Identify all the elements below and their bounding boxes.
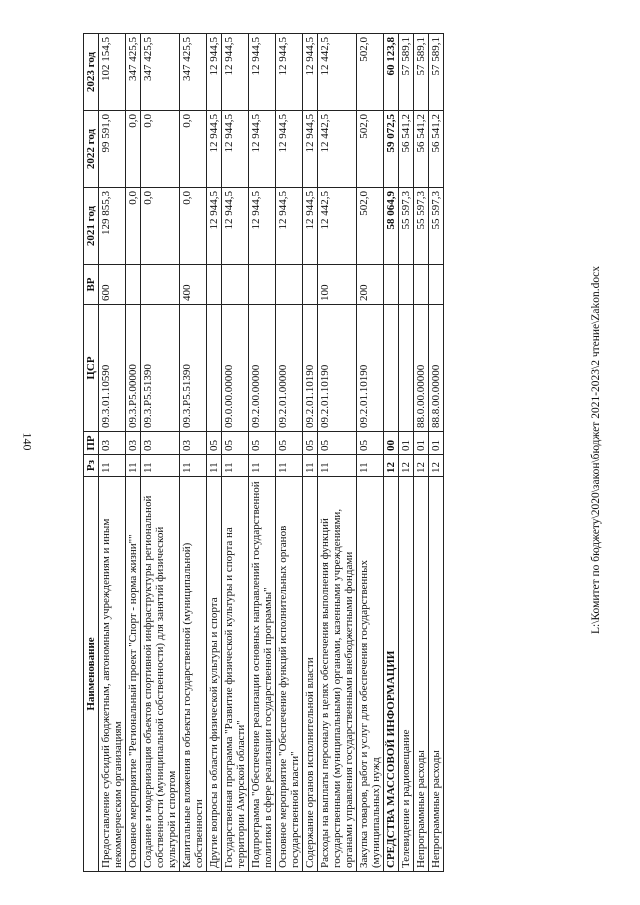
cell-rz: 11 xyxy=(276,455,303,477)
cell-pr: 05 xyxy=(276,432,303,455)
cell-vr xyxy=(249,265,276,305)
cell-pr: 05 xyxy=(318,432,357,455)
cell-2023: 12 442,5 xyxy=(318,34,357,111)
cell-2023: 57 589,1 xyxy=(414,34,429,111)
cell-2023: 347 425,5 xyxy=(141,34,180,111)
cell-2022: 0,0 xyxy=(126,111,141,188)
cell-pr: 05 xyxy=(357,432,384,455)
cell-csr: 09.2.01.00000 xyxy=(276,305,303,432)
header-csr: ЦСР xyxy=(84,305,99,432)
cell-name: Государственная программа "Развитие физической культуры и спорта на территории Амурской области" xyxy=(222,477,249,872)
cell-2021: 55 597,3 xyxy=(399,188,414,265)
cell-name: Содержание органов исполнительной власти xyxy=(303,477,318,872)
cell-vr xyxy=(141,265,180,305)
cell-rz: 11 xyxy=(141,455,180,477)
cell-pr: 01 xyxy=(399,432,414,455)
cell-csr: 09.0.00.00000 xyxy=(222,305,249,432)
table-row xyxy=(318,34,357,872)
cell-vr xyxy=(207,265,222,305)
table-row xyxy=(249,34,276,872)
cell-pr: 05 xyxy=(222,432,249,455)
table-row xyxy=(180,34,207,872)
table-row xyxy=(126,34,141,872)
cell-2023: 60 123,8 xyxy=(384,34,399,111)
cell-csr: 09.3.P5.51390 xyxy=(180,305,207,432)
cell-csr: 09.3.P5.51390 xyxy=(141,305,180,432)
cell-2021: 0,0 xyxy=(141,188,180,265)
cell-vr xyxy=(126,265,141,305)
cell-2021: 12 944,5 xyxy=(222,188,249,265)
cell-rz: 12 xyxy=(384,455,399,477)
cell-2022: 12 944,5 xyxy=(222,111,249,188)
cell-csr xyxy=(399,305,414,432)
cell-2022: 59 072,5 xyxy=(384,111,399,188)
header-2022: 2022 год xyxy=(84,111,99,188)
cell-vr xyxy=(303,265,318,305)
cell-2021: 55 597,3 xyxy=(429,188,444,265)
cell-rz: 11 xyxy=(222,455,249,477)
cell-2023: 347 425,5 xyxy=(180,34,207,111)
cell-name: СРЕДСТВА МАССОВОЙ ИНФОРМАЦИИ xyxy=(384,477,399,872)
cell-2022: 12 944,5 xyxy=(276,111,303,188)
cell-pr: 01 xyxy=(429,432,444,455)
header-rz: Рз xyxy=(84,455,99,477)
cell-vr xyxy=(429,265,444,305)
cell-2021: 12 944,5 xyxy=(207,188,222,265)
table-row xyxy=(414,34,429,872)
cell-2021: 12 442,5 xyxy=(318,188,357,265)
cell-csr: 09.2.01.10190 xyxy=(357,305,384,432)
cell-pr: 03 xyxy=(141,432,180,455)
cell-vr: 400 xyxy=(180,265,207,305)
cell-rz: 11 xyxy=(357,455,384,477)
cell-2021: 12 944,5 xyxy=(249,188,276,265)
cell-csr: 09.2.01.10190 xyxy=(318,305,357,432)
cell-vr xyxy=(399,265,414,305)
cell-pr: 05 xyxy=(303,432,318,455)
cell-2023: 12 944,5 xyxy=(249,34,276,111)
cell-vr xyxy=(222,265,249,305)
cell-name: Закупка товаров, работ и услуг для обеспечения государственных (муниципальных) нужд xyxy=(357,477,384,872)
cell-name: Капитальные вложения в объекты государственной (муниципальной) собственности xyxy=(180,477,207,872)
cell-2022: 99 591,0 xyxy=(99,111,126,188)
table-row xyxy=(222,34,249,872)
budget-table-container xyxy=(83,34,579,872)
cell-name: Основное мероприятие "Региональный проект "Спорт - норма жизни"" xyxy=(126,477,141,872)
cell-2021: 55 597,3 xyxy=(414,188,429,265)
cell-name: Непрограммные расходы xyxy=(429,477,444,872)
budget-table xyxy=(83,33,444,872)
cell-vr xyxy=(384,265,399,305)
cell-pr: 03 xyxy=(126,432,141,455)
cell-2022: 12 442,5 xyxy=(318,111,357,188)
cell-2022: 12 944,5 xyxy=(303,111,318,188)
table-row xyxy=(399,34,414,872)
cell-name: Телевидение и радиовещание xyxy=(399,477,414,872)
cell-csr: 09.2.00.00000 xyxy=(249,305,276,432)
cell-2021: 12 944,5 xyxy=(276,188,303,265)
cell-2021: 58 064,9 xyxy=(384,188,399,265)
cell-2021: 0,0 xyxy=(180,188,207,265)
cell-2023: 12 944,5 xyxy=(303,34,318,111)
cell-2021: 0,0 xyxy=(126,188,141,265)
cell-rz: 12 xyxy=(429,455,444,477)
cell-csr: 88.0.00.00000 xyxy=(414,305,429,432)
cell-rz: 11 xyxy=(99,455,126,477)
cell-vr xyxy=(414,265,429,305)
cell-2022: 56 541,2 xyxy=(429,111,444,188)
table-row xyxy=(429,34,444,872)
table-body xyxy=(99,34,444,872)
cell-rz: 11 xyxy=(318,455,357,477)
cell-2023: 102 154,5 xyxy=(99,34,126,111)
cell-2021: 129 855,3 xyxy=(99,188,126,265)
cell-pr: 01 xyxy=(414,432,429,455)
header-vr: ВР xyxy=(84,265,99,305)
cell-name: Расходы на выплаты персоналу в целях обеспечения выполнения функций государственными (муниципальными) органами, казенными учреждениями, органами управления государственными внебюджетными фондами xyxy=(318,477,357,872)
cell-2023: 57 589,1 xyxy=(429,34,444,111)
table-row xyxy=(99,34,126,872)
cell-rz: 11 xyxy=(207,455,222,477)
table-row xyxy=(384,34,399,872)
cell-2022: 56 541,2 xyxy=(399,111,414,188)
cell-2022: 502,0 xyxy=(357,111,384,188)
cell-name: Предоставление субсидий бюджетным, автономным учреждениям и иным некоммерческим организациям xyxy=(99,477,126,872)
cell-name: Основное мероприятие "Обеспечение функций исполнительных органов государственной власти" xyxy=(276,477,303,872)
cell-2022: 0,0 xyxy=(180,111,207,188)
cell-csr: 88.8.00.00000 xyxy=(429,305,444,432)
table-row xyxy=(303,34,318,872)
cell-rz: 11 xyxy=(126,455,141,477)
cell-vr: 100 xyxy=(318,265,357,305)
cell-2022: 12 944,5 xyxy=(249,111,276,188)
table-header-row xyxy=(84,34,99,872)
cell-name: Непрограммные расходы xyxy=(414,477,429,872)
header-pr: ПР xyxy=(84,432,99,455)
table-row xyxy=(276,34,303,872)
cell-rz: 11 xyxy=(303,455,318,477)
cell-name: Создание и модернизация объектов спортивной инфраструктуры региональной собственности (муниципальной собственности) для занятий физической культурой и спортом xyxy=(141,477,180,872)
cell-rz: 11 xyxy=(180,455,207,477)
cell-2023: 347 425,5 xyxy=(126,34,141,111)
cell-rz: 12 xyxy=(414,455,429,477)
cell-2023: 12 944,5 xyxy=(276,34,303,111)
header-2023: 2023 год xyxy=(84,34,99,111)
cell-vr: 600 xyxy=(99,265,126,305)
cell-rz: 12 xyxy=(399,455,414,477)
cell-pr: 00 xyxy=(384,432,399,455)
cell-2022: 0,0 xyxy=(141,111,180,188)
cell-name: Подпрограмма "Обеспечение реализации основных направлений государственной политики в сфере реализации государственной программы" xyxy=(249,477,276,872)
page-number: 140 xyxy=(20,432,35,451)
cell-pr: 05 xyxy=(207,432,222,455)
table-row xyxy=(357,34,384,872)
cell-vr: 200 xyxy=(357,265,384,305)
cell-pr: 03 xyxy=(99,432,126,455)
cell-csr: 09.2.01.10190 xyxy=(303,305,318,432)
header-name: Наименование xyxy=(84,477,99,872)
cell-name: Другие вопросы в области физической культуры и спорта xyxy=(207,477,222,872)
cell-2021: 12 944,5 xyxy=(303,188,318,265)
cell-2022: 56 541,2 xyxy=(414,111,429,188)
cell-2023: 57 589,1 xyxy=(399,34,414,111)
table-row xyxy=(141,34,180,872)
cell-2023: 12 944,5 xyxy=(222,34,249,111)
cell-2021: 502,0 xyxy=(357,188,384,265)
footer-file-path: L:\Комитет по бюджету\2020\закон\бюджет 2021-2023\2 чтение\Zakon.docx xyxy=(590,266,602,634)
cell-vr xyxy=(276,265,303,305)
cell-pr: 05 xyxy=(249,432,276,455)
cell-csr xyxy=(384,305,399,432)
cell-csr xyxy=(207,305,222,432)
header-2021: 2021 год xyxy=(84,188,99,265)
cell-2023: 12 944,5 xyxy=(207,34,222,111)
cell-2022: 12 944,5 xyxy=(207,111,222,188)
cell-2023: 502,0 xyxy=(357,34,384,111)
cell-rz: 11 xyxy=(249,455,276,477)
cell-csr: 09.3.P5.00000 xyxy=(126,305,141,432)
cell-csr: 09.3.01.10590 xyxy=(99,305,126,432)
table-row xyxy=(207,34,222,872)
cell-pr: 03 xyxy=(180,432,207,455)
